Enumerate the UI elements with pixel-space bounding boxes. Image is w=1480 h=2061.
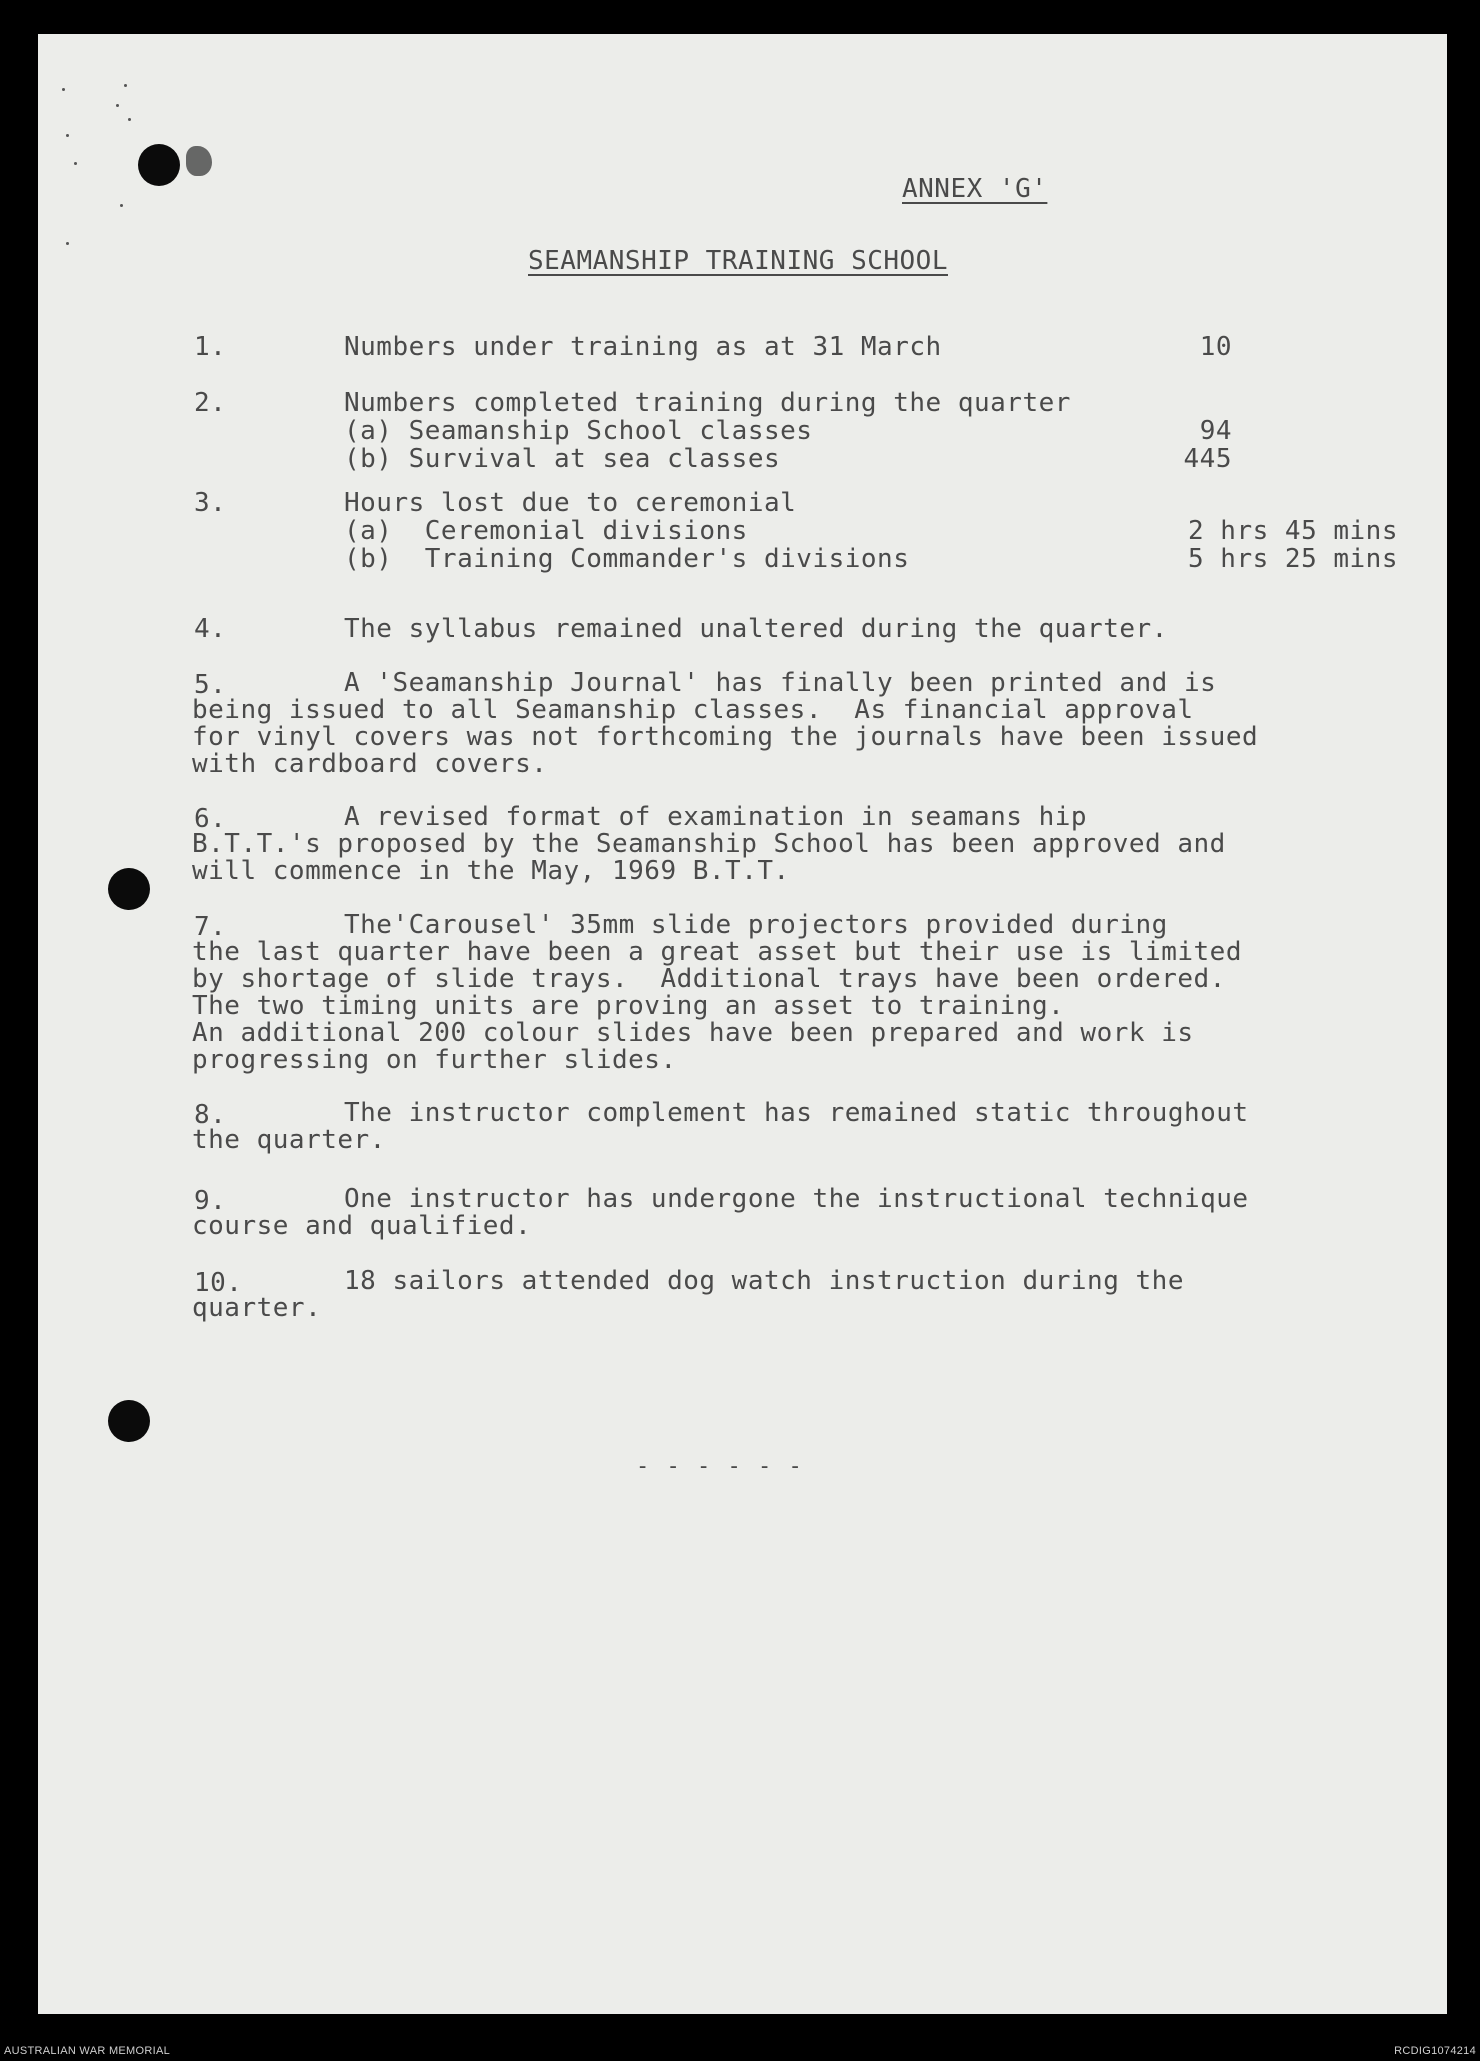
footer-reference: RCDIG1074214 (1394, 2045, 1476, 2057)
item-value: 10 (1199, 332, 1232, 362)
item-value: 5 hrs 25 mins (1188, 544, 1398, 574)
item-value: 445 (1183, 444, 1232, 474)
item-line: (a) Ceremonial divisions (344, 516, 748, 546)
paragraph-number: 5. (194, 670, 227, 700)
item-line: Numbers completed training during the quarter (344, 388, 1071, 418)
document-page (38, 34, 1447, 2014)
paragraph-text: 18 sailors attended dog watch instruction during the quarter. (192, 1266, 1184, 1323)
item-line: (b) Survival at sea classes (344, 444, 781, 474)
paragraph-number: 8. (194, 1100, 227, 1130)
annex-label: ANNEX 'G' (902, 174, 1048, 204)
footer-credit: AUSTRALIAN WAR MEMORIAL (4, 2045, 171, 2057)
paragraph-number: 7. (194, 912, 227, 942)
paragraph-text: A 'Seamanship Journal' has finally been printed and is being issued to all Seamanship classes. As financial approval for vinyl covers was not forthcoming the journals have been issued with cardboard covers. (192, 668, 1259, 779)
paragraph-number: 9. (194, 1186, 227, 1216)
punch-hole-middle (108, 868, 150, 910)
item-number: 3. (194, 488, 227, 518)
paragraph-text: The instructor complement has remained static throughout the quarter. (192, 1098, 1249, 1155)
item-number: 1. (194, 332, 227, 362)
end-mark: - - - - - - (636, 1454, 804, 1479)
item-value: 94 (1199, 416, 1232, 446)
punch-hole-bottom (108, 1400, 150, 1442)
item-line: (b) Training Commander's divisions (344, 544, 910, 574)
paragraph-number: 6. (194, 804, 227, 834)
paragraph-number: 4. (194, 614, 227, 644)
item-number: 2. (194, 388, 227, 418)
item-line: Numbers under training as at 31 March (344, 332, 942, 362)
item-value: 2 hrs 45 mins (1188, 516, 1398, 546)
page-title: SEAMANSHIP TRAINING SCHOOL (528, 246, 948, 276)
item-line: Hours lost due to ceremonial (344, 488, 797, 518)
paragraph-text: The'Carousel' 35mm slide projectors provided during the last quarter have been a great asset but their use is limited by shortage of slide trays. Additional trays have been ordered. The two timing units are proving an asset to training. An additional 200 colour slides have been prepared and work is progressing on further slides. (192, 910, 1242, 1075)
paragraph-text: A revised format of examination in seamans hip B.T.T.'s proposed by the Seamanship School has been approved and will commence in the May, 1969 B.T.T. (192, 802, 1226, 886)
paragraph-text: The syllabus remained unaltered during the quarter. (344, 614, 1168, 644)
paragraph-text: One instructor has undergone the instructional technique course and qualified. (192, 1184, 1249, 1241)
item-line: (a) Seamanship School classes (344, 416, 813, 446)
paragraph-number: 10. (194, 1268, 243, 1298)
